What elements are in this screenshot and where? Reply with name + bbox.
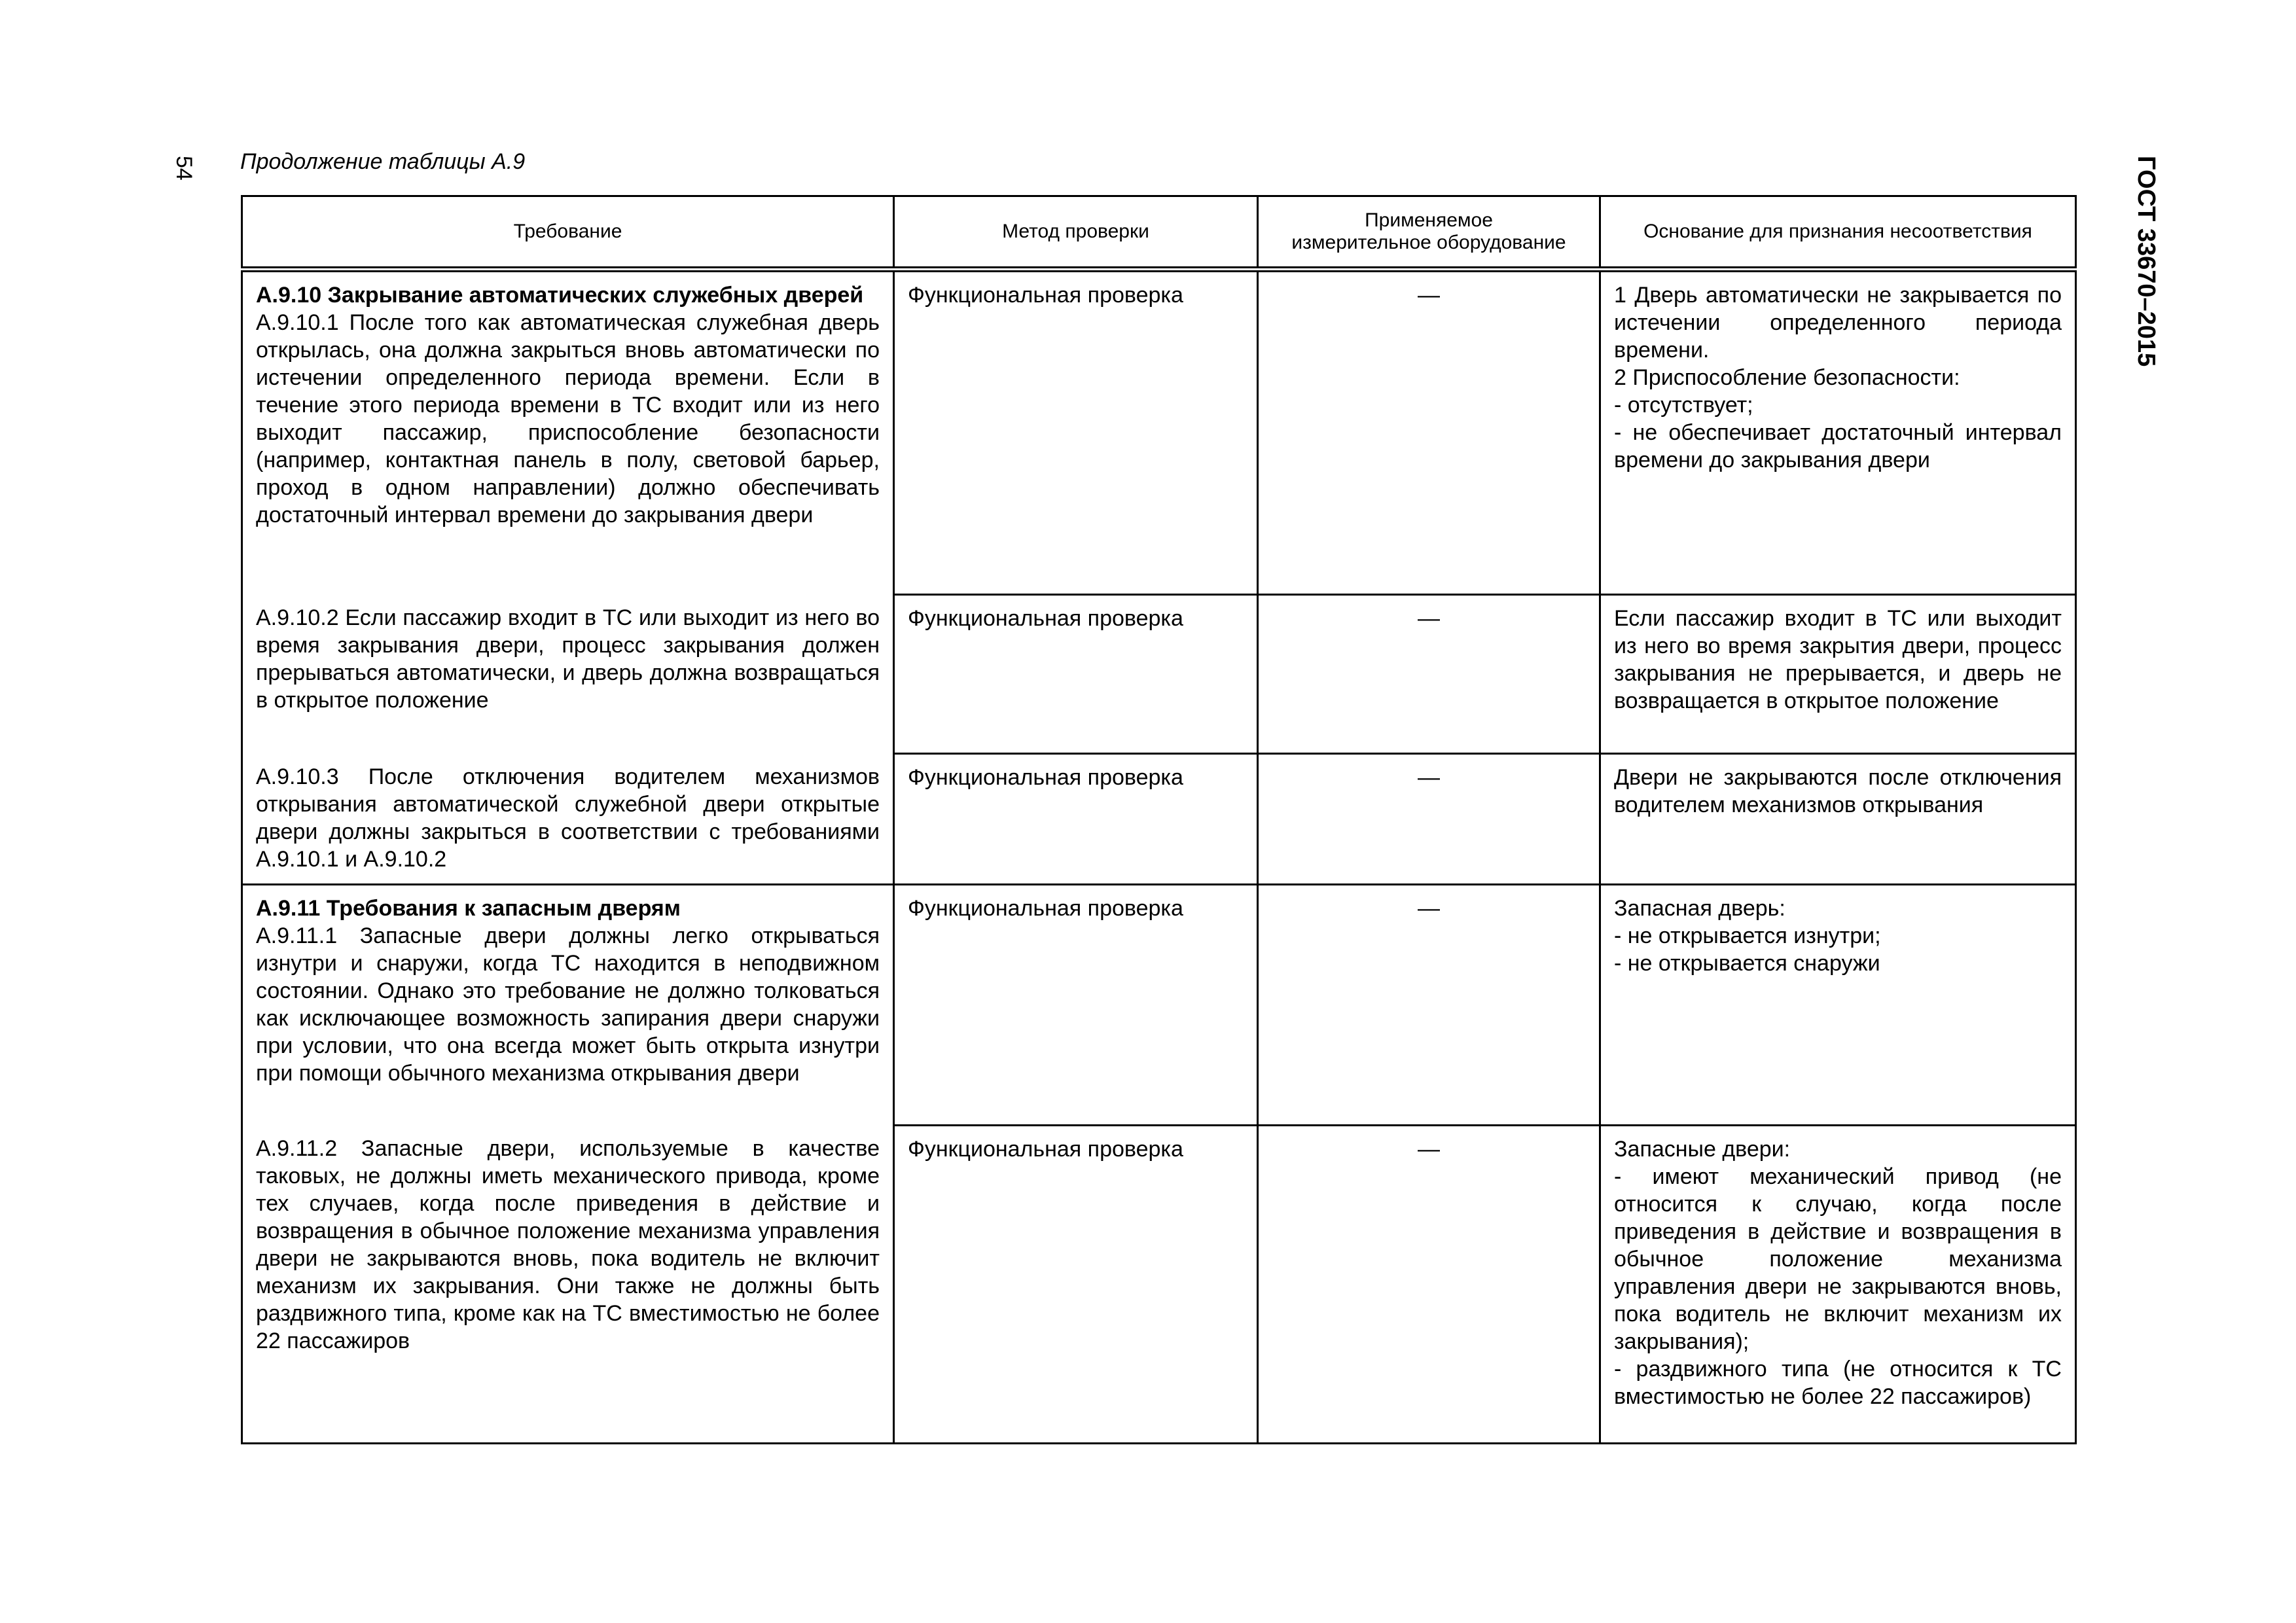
basis-line: - не открывается снаружи bbox=[1614, 951, 1880, 976]
standard-code: ГОСТ 33670–2015 bbox=[2132, 156, 2160, 367]
basis-line: - отсутствует; bbox=[1614, 393, 1753, 418]
basis-line: 1 Дверь автоматически не закрывается по истечении определенного периода времени. bbox=[1614, 283, 2062, 363]
requirement-text: А.9.11.1 Запасные двери должны легко открываться изнутри и снаружи, когда ТС находится в неподвижном состоянии. Однако это требование не должно толковаться как исключающее возможность запирания двери снаружи при условии, что она всегда может быть открыта изнутри при помощи обычного механизма открывания двери bbox=[256, 923, 880, 1086]
requirement-cell bbox=[242, 270, 894, 595]
equipment-cell: — bbox=[1258, 885, 1600, 1126]
header-requirement: Требование bbox=[242, 196, 894, 270]
basis-line: - раздвижного типа (не относится к ТС вместимостью не более 22 пассажиров) bbox=[1614, 1357, 2062, 1409]
method-cell: Функциональная проверка bbox=[894, 754, 1258, 885]
basis-cell bbox=[1600, 595, 2076, 754]
requirement-cell bbox=[242, 595, 894, 754]
table-row bbox=[242, 595, 2076, 754]
requirement-text: А.9.10.3 После отключения водителем механизмов открывания автоматической служебной двери открытые двери должны закрыться в соответствии с требованиями А.9.10.1 и А.9.10.2 bbox=[256, 764, 880, 872]
method-cell: Функциональная проверка bbox=[894, 1126, 1258, 1444]
method-cell: Функциональная проверка bbox=[894, 595, 1258, 754]
requirement-text: А.9.10.2 Если пассажир входит в ТС или выходит из него во время закрывания двери, процесс закрывания должен прерываться автоматически, и дверь должна возвращаться в открытое положение bbox=[256, 605, 880, 713]
basis-line: - не открывается изнутри; bbox=[1614, 923, 1881, 948]
header-method: Метод проверки bbox=[894, 196, 1258, 270]
table-row bbox=[242, 1126, 2076, 1444]
requirement-cell bbox=[242, 754, 894, 885]
basis-line: Запасная дверь: bbox=[1614, 896, 1785, 921]
section-title: А.9.10 Закрывание автоматических служебных дверей bbox=[256, 283, 864, 308]
table-row bbox=[242, 885, 2076, 1126]
table-caption: Продолжение таблицы А.9 bbox=[240, 149, 526, 174]
equipment-cell: — bbox=[1258, 1126, 1600, 1444]
equipment-cell: — bbox=[1258, 270, 1600, 595]
table-row bbox=[242, 270, 2076, 595]
requirement-text: А.9.11.2 Запасные двери, используемые в качестве таковых, не должны иметь механического привода, кроме тех случаев, когда после приведения в действие и возвращения в обычное положение механизма управления двери не закрываются вновь, пока водитель не включит механизм их закрывания. Они также не должны быть раздвижного типа, кроме как на ТС вместимостью не более 22 пассажиров bbox=[256, 1135, 880, 1353]
basis-line: Запасные двери: bbox=[1614, 1137, 1791, 1162]
page-number: 54 bbox=[171, 156, 196, 181]
basis-cell bbox=[1600, 270, 2076, 595]
table-row bbox=[242, 754, 2076, 885]
equipment-cell: — bbox=[1258, 595, 1600, 754]
basis-line: Двери не закрываются после отключения водителем механизмов открывания bbox=[1614, 765, 2062, 817]
table-header-row bbox=[242, 196, 2076, 270]
header-equipment bbox=[1258, 196, 1600, 270]
basis-cell bbox=[1600, 1126, 2076, 1444]
requirement-text: А.9.10.1 После того как автоматическая служебная дверь открылась, она должна закрыться вновь автоматически по истечении определенного периода времени. Если в течение этого периода времени в ТС входит или из него выходит пассажир, приспособление безопасности (например, контактная панель в полу, световой барьер, проход в одном направлении) должно обеспечивать достаточный интервал времени до закрывания двери bbox=[256, 310, 880, 527]
requirements-table bbox=[241, 195, 2077, 1444]
section-title: А.9.11 Требования к запасным дверям bbox=[256, 896, 681, 921]
basis-line: - имеют механический привод (не относится к случаю, когда после приведения в действие и возвращения в обычное положение механизма управления двери не закрываются вновь, пока водитель не включит механизм их закрывания); bbox=[1614, 1164, 2062, 1354]
requirement-cell bbox=[242, 1126, 894, 1444]
basis-cell bbox=[1600, 754, 2076, 885]
header-basis: Основание для признания несоответствия bbox=[1600, 196, 2076, 270]
basis-line: Если пассажир входит в ТС или выходит из него во время закрытия двери, процесс закрывания не прерывается, и дверь не возвращается в открытое положение bbox=[1614, 606, 2062, 713]
basis-cell bbox=[1600, 885, 2076, 1126]
basis-line: - не обеспечивает достаточный интервал времени до закрывания двери bbox=[1614, 420, 2062, 473]
basis-line: 2 Приспособление безопасности: bbox=[1614, 365, 1960, 390]
header-equipment-line1: Применяемое bbox=[1365, 209, 1493, 231]
requirement-cell bbox=[242, 885, 894, 1126]
method-cell: Функциональная проверка bbox=[894, 885, 1258, 1126]
equipment-cell: — bbox=[1258, 754, 1600, 885]
header-equipment-line2: измерительное оборудование bbox=[1291, 232, 1566, 253]
method-cell: Функциональная проверка bbox=[894, 270, 1258, 595]
